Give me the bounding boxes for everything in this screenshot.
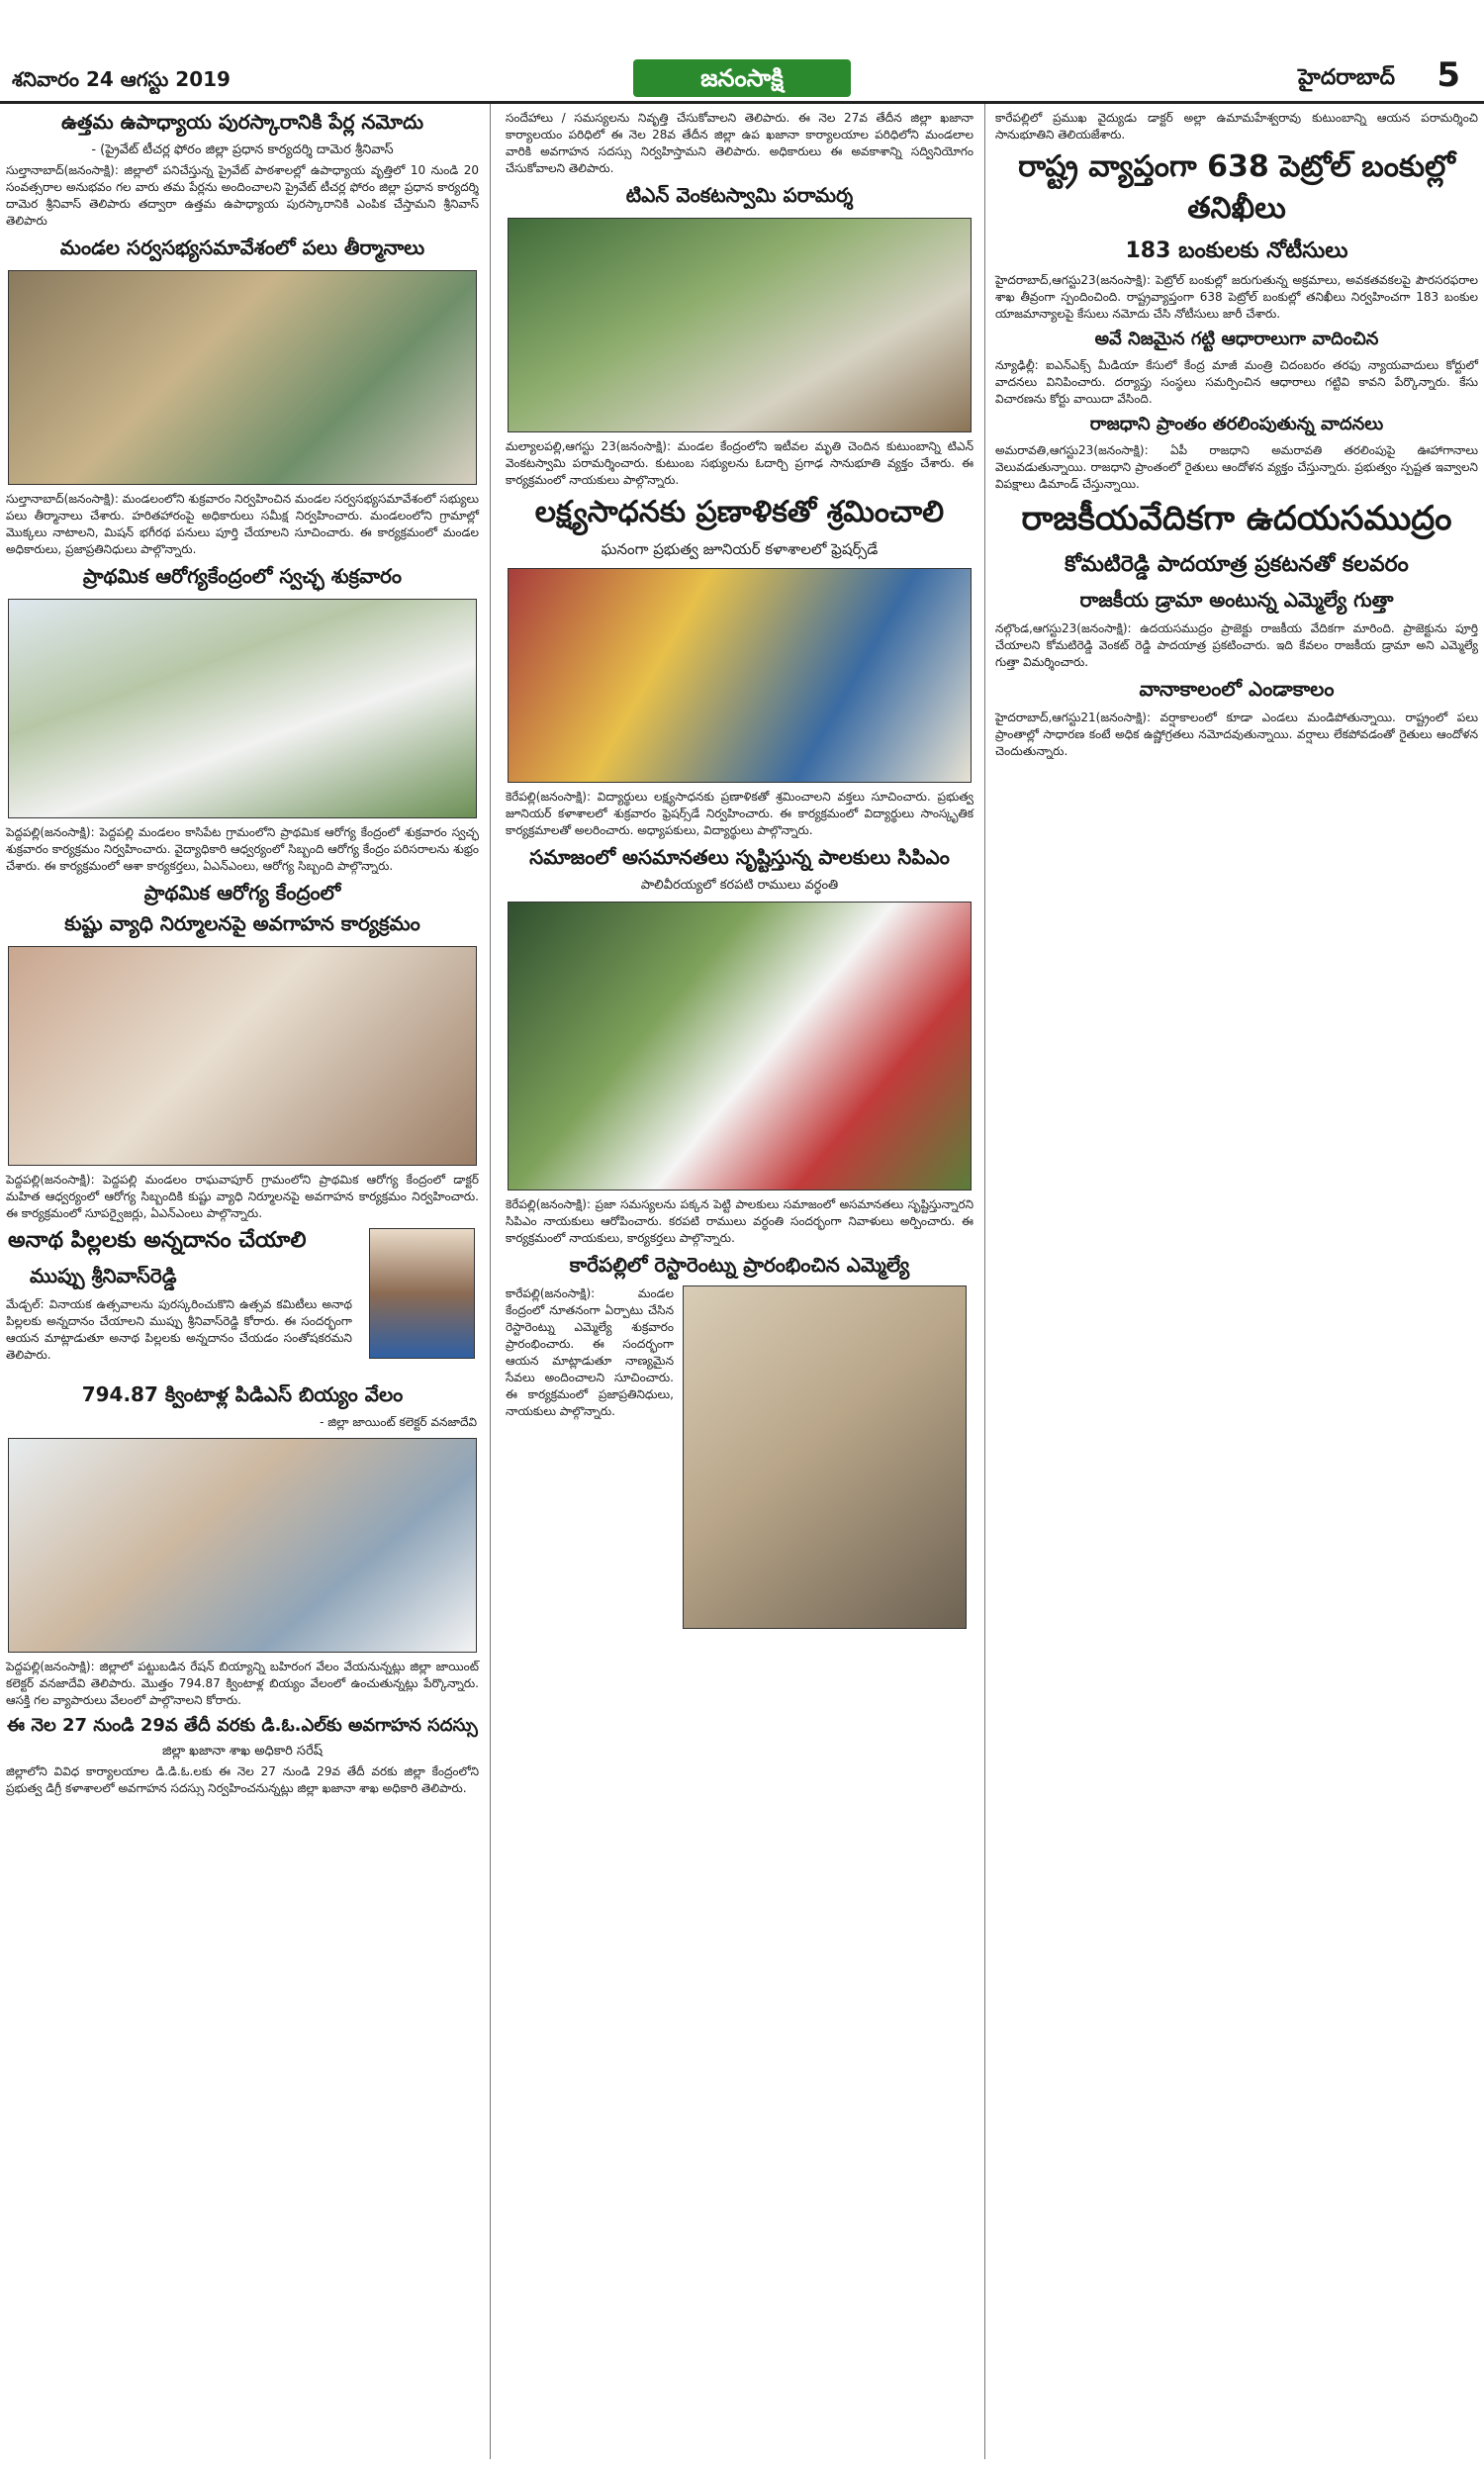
article-body: హైదరాబాద్,ఆగస్టు23(జనంసాక్షి): పెట్రోల్ బంకుల్లో జరుగుతున్న అక్రమాలు, అవకతవకలపై పౌరసరఫరాల శాఖ తీవ్రంగా స్పందించింది. రాష్ట్రవ్యాప్తంగా 638 పెట్రోల్ బంకుల్లో తనిఖీలు నిర్వహించగా 183 బంకుల యాజమాన్యాలపై కేసులు నమోదు చేసి నోటీసులు జారీ చేశారు.	[995, 273, 1478, 321]
byline: ముప్పు శ్రీనివాస్‌రెడ్డి	[30, 1264, 177, 1287]
headline: కారేపల్లిలో రెస్టారెంట్ను ప్రారంభించిన ఎమ్మెల్యే	[569, 1253, 910, 1277]
news-photo	[508, 568, 972, 783]
article-body: కారేపల్లి(జనంసాక్షి): మండల కేంద్రంలో నూతనంగా ఏర్పాటు చేసిన రెస్టారెంట్ను ఎమ్మెల్యే శుక్రవారం ప్రారంభించారు. ఈ సందర్భంగా ఆయన మాట్లాడుతూ నాణ్యమైన సేవలు అందించాలని సూచించారు. ఈ కార్యక్రమంలో ప్రజాప్రతినిధులు, నాయకులు పాల్గొన్నారు.	[506, 1286, 674, 1418]
subheadline: - జిల్లా జాయింట్ కలెక్టర్ వనజాదేవి	[320, 1415, 477, 1429]
column-divider	[984, 104, 985, 2459]
subheadline: జిల్లా ఖజానా శాఖ అధికారి సరేష్	[161, 1744, 324, 1759]
article-body: కెరేపల్లి(జనంసాక్షి): విద్యార్థులు లక్ష్యసాధనకు ప్రణాళికతో శ్రమించాలని వక్తలు సూచించారు. ప్రభుత్వ జూనియర్ కళాశాలలో శుక్రవారం ఫ్రెషర్స్‌డే నిర్వహించారు. ఈ కార్యక్రమంలో విద్యార్థులు సాంస్కృతిక కార్యక్రమాలతో అలరించారు. అధ్యాపకులు, విద్యార్థులు పాల్గొన్నారు.	[506, 790, 974, 837]
column-left	[0, 104, 485, 2471]
subheadline: - (ప్రైవేట్ టీచర్ల ఫోరం జిల్లా ప్రధాన కార్యదర్శి దామెర శ్రీనివాస్	[91, 143, 394, 157]
headline: వానాకాలంలో ఎండాకాలం	[1139, 677, 1335, 701]
article-body: మల్యాలపల్లి,ఆగస్టు 23(జనంసాక్షి): మండల కేంద్రంలోని ఇటీవల మృతి చెందిన కుటుంబాన్ని టిఎన్ వెంకటస్వామి పరామర్శించారు. కుటుంబ సభ్యులను ఓదార్చి ప్రగాఢ సానుభూతి వ్యక్తం చేశారు. ఈ కార్యక్రమంలో నాయకులు పాల్గొన్నారు.	[506, 439, 974, 487]
headline: టిఎన్ వెంకటస్వామి పరామర్శ	[625, 183, 854, 207]
article-body: జిల్లాలోని వివిధ కార్యాలయాల డి.డి.ఓ.లకు ఈ నెల 27 నుండి 29వ తేదీ వరకు జిల్లా కేంద్రంలోని ప్రభుత్వ డిగ్రీ కళాశాలలో అవగాహన సదస్సు నిర్వహించనున్నట్లు జిల్లా ఖజానా శాఖ అధికారి తెలిపారు.	[6, 1764, 479, 1795]
headline: లక్ష్యసాధనకు ప్రణాళికతో శ్రమించాలి	[534, 495, 945, 529]
news-photo	[8, 1438, 477, 1653]
headline: అనాథ పిల్లలకు అన్నదానం చేయాలి	[8, 1228, 307, 1253]
article-body: పెద్దపల్లి(జనంసాక్షి): పెద్దపల్లి మండలం కాసిపేట గ్రామంలోని ప్రాథమిక ఆరోగ్య కేంద్రంలో శుక్రవారం స్వచ్ఛ శుక్రవారం కార్యక్రమం నిర్వహించారు. వైద్యాధికారి ఆధ్వర్యంలో సిబ్బంది ఆరోగ్య కేంద్రం పరిసరాలను శుభ్రం చేశారు. ఈ కార్యక్రమంలో ఆశా కార్యకర్తలు, ఏఎన్ఎంలు, ఆరోగ్య సిబ్బంది పాల్గొన్నారు.	[6, 825, 479, 873]
subheadline: పాలివీరయ్యలో కరపటి రాములు వర్ధంతి	[640, 878, 839, 893]
article-body: పెద్దపల్లి(జనంసాక్షి): జిల్లాలో పట్టుబడిన రేషన్ బియ్యాన్ని బహిరంగ వేలం వేయనున్నట్లు జిల్లా జాయింట్ కలెక్టర్ వనజాదేవి తెలిపారు. మొత్తం 794.87 క్వింటాళ్ల బియ్యం వేలంలో ఉంచుతున్నట్లు పేర్కొన్నారు. ఆసక్తి గల వ్యాపారులు వేలంలో పాల్గొనాలని కోరారు.	[6, 1660, 479, 1707]
column-divider	[490, 104, 491, 2459]
subheadline: కోమటిరెడ్డి పాదయాత్ర ప్రకటనతో కలవరం	[1065, 552, 1409, 577]
article-body: అమరావతి,ఆగస్టు23(జనంసాక్షి): ఏపీ రాజధాని అమరావతి తరలింపుపై ఊహాగానాలు వెలువడుతున్నాయి. రాజధాని ప్రాంతంలో రైతులు ఆందోళన వ్యక్తం చేస్తున్నారు. ప్రభుత్వం స్పష్టత ఇవ్వాలని విపక్షాలు డిమాండ్ చేస్తున్నాయి.	[995, 443, 1478, 491]
subheadline: రాజకీయ డ్రామా అంటున్న ఎమ్మెల్యే గుత్తా	[1079, 588, 1394, 612]
column-right	[989, 104, 1484, 2471]
headline: ఈ నెల 27 నుండి 29వ తేదీ వరకు డి.ఓ.ఎల్‌కు అవగాహన సదస్సు	[7, 1715, 478, 1736]
headline: రాష్ట్ర వ్యాప్తంగా 638 పెట్రోల్ బంకుల్లో తనిఖీలు	[1018, 149, 1455, 226]
news-photo	[508, 902, 972, 1190]
article-body: మేడ్చల్: వినాయక ఉత్సవాలను పురస్కరించుకొని ఉత్సవ కమిటీలు అనాథ పిల్లలకు అన్నదానం చేయాలని ముప్పు శ్రీనివాస్‌రెడ్డి కోరారు. ఈ సందర్భంగా ఆయన మాట్లాడుతూ అనాథ పిల్లలకు అన్నదానం చేయడం సంతోషకరమని తెలిపారు.	[6, 1297, 352, 1362]
news-photo	[8, 270, 477, 485]
headline: ఉత్తమ ఉపాధ్యాయ పురస్కారానికి పేర్ల నమోదు	[60, 110, 424, 134]
headline: రాజకీయవేదికగా ఉదయసముద్రం	[1021, 499, 1452, 538]
headline: ప్రాథమిక ఆరోగ్యకేంద్రంలో స్వచ్ఛ శుక్రవారం	[82, 564, 403, 588]
headline: రాజధాని ప్రాంతం తరలింపుతున్న వాదనలు	[1089, 414, 1384, 434]
headline: ప్రాథమిక ఆరోగ్య కేంద్రంలో	[143, 881, 341, 904]
masthead	[0, 0, 1484, 99]
article-body: సుల్తానాబాద్(జనంసాక్షి): జిల్లాలో పనిచేస్తున్న ప్రైవేట్ పాఠశాలల్లో ఉపాధ్యాయ వృత్తిలో 10 నుండి 20 సంవత్సరాల అనుభవం గల వారు తమ పేర్లను అందించాలని ప్రైవేట్ టీచర్ల ఫోరం జిల్లా ప్రధాన కార్యదర్శి దామెర శ్రీనివాస్ తెలిపారు తద్వారా ఉత్తమ ఉపాధ్యాయ పురస్కారానికి ఎంపిక చేస్తామని శ్రీనివాస్ తెలిపారు	[6, 163, 479, 228]
news-photo	[508, 218, 972, 432]
newspaper-logo: జనంసాక్షి	[633, 59, 851, 97]
article-body: పెద్దపల్లి(జనంసాక్షి): పెద్దపల్లి మండలం రాఘవాపూర్ గ్రామంలోని ప్రాథమిక ఆరోగ్య కేంద్రంలో డాక్టర్ మహిత ఆధ్వర్యంలో ఆరోగ్య సిబ్బందికి కుష్టు వ్యాధి నిర్మూలనపై అవగాహన కార్యక్రమం నిర్వహించారు. ఈ కార్యక్రమంలో సూపర్వైజర్లు, ఏఎన్ఎంలు పాల్గొన్నారు.	[6, 1173, 479, 1220]
page-number: 5	[1437, 55, 1460, 95]
article-body: కెరేపల్లి(జనంసాక్షి): ప్రజా సమస్యలను పక్కన పెట్టి పాలకులు సమాజంలో అసమానతలు సృష్టిస్తున్నారని సిపిఎం నాయకులు ఆరోపించారు. కరపటి రాములు వర్ధంతి సందర్భంగా నివాళులు అర్పించారు. ఈ కార్యక్రమంలో నాయకులు, కార్యకర్తలు పాల్గొన్నారు.	[506, 1197, 974, 1245]
news-photo	[8, 599, 477, 818]
headline: సమాజంలో అసమానతలు సృష్టిస్తున్న పాలకులు సిపిఎం	[529, 845, 950, 869]
news-photo	[8, 946, 477, 1166]
subheadline: 183 బంకులకు నోటీసులు	[1125, 238, 1348, 263]
article-body: న్యూఢిల్లీ: ఐఎన్ఎక్స్ మీడియా కేసులో కేంద్ర మాజీ మంత్రి చిదంబరం తరఫు న్యాయవాదులు కోర్టులో వాదనలు వినిపించారు. దర్యాప్తు సంస్థలు సమర్పించిన ఆధారాలు గట్టివి కావని పేర్కొన్నారు. కేసు విచారణను కోర్టు వాయిదా వేసింది.	[995, 358, 1478, 406]
article-body: సందేహాలు / సమస్యలను నివృత్తి చేసుకోవాలని తెలిపారు. ఈ నెల 27వ తేదీన జిల్లా ఖజానా కార్యాలయం పరిధిలో ఈ నెల 28వ తేదీన జిల్లా ఉప ఖజానా కార్యాలయాల పరిధిలోని మండలాల వారికి అవగాహన సదస్సు నిర్వహిస్తామని తెలిపారు. అధికారులు ఈ అవకాశాన్ని సద్వినియోగం చేసుకోవాలని తెలిపారు.	[506, 111, 974, 175]
portrait-photo	[369, 1228, 475, 1359]
article-block	[500, 1285, 979, 1642]
issue-date: శనివారం 24 ఆగస్టు 2019	[12, 67, 231, 91]
article-body: సుల్తానాబాద్(జనంసాక్షి): మండలంలోని శుక్రవారం నిర్వహించిన మండల సర్వసభ్యసమావేశంలో సభ్యులు పలు తీర్మానాలు చేశారు. హరితహారంపై అధికారులు సమీక్ష నిర్వహించారు. మండలంలోని గ్రామాల్లో మొక్కలు నాటాలని, మిషన్ భగీరథ పనులు పూర్తి చేయాలని సూచించారు. ఈ కార్యక్రమంలో మండల అధికారులు, ప్రజాప్రతినిధులు పాల్గొన్నారు.	[6, 492, 479, 556]
news-photo	[683, 1285, 967, 1629]
article-body: హైదరాబాద్,ఆగస్టు21(జనంసాక్షి): వర్షాకాలంలో కూడా ఎండలు మండిపోతున్నాయి. రాష్ట్రంలో పలు ప్రాంతాల్లో సాధారణ కంటే అధిక ఉష్ణోగ్రతలు నమోదవుతున్నాయి. వర్షాలు లేకపోవడంతో రైతులు ఆందోళన చెందుతున్నారు.	[995, 711, 1478, 758]
column-middle	[500, 104, 979, 2471]
subheadline: ఘనంగా ప్రభుత్వ జూనియర్ కళాశాలలో ఫ్రెషర్స్‌డే	[601, 540, 879, 558]
headline: అవే నిజమైన గట్టి ఆధారాలుగా వాదించిన	[1094, 329, 1379, 349]
edition-city: హైదరాబాద్	[1298, 65, 1395, 90]
headline: మండల సర్వసభ్యసమావేశంలో పలు తీర్మానాలు	[59, 236, 425, 259]
headline: 794.87 క్వింటాళ్ల పిడిఎస్ బియ్యం వేలం	[81, 1382, 404, 1406]
article-block	[0, 1228, 485, 1377]
headline: కుష్టు వ్యాధి నిర్మూలనపై అవగాహన కార్యక్రమం	[64, 911, 420, 935]
article-body: కారేపల్లిలో ప్రముఖ వైద్యుడు డాక్టర్ అల్లా ఉమామహేశ్వరావు కుటుంబాన్ని ఆయన పరామర్శించి సానుభూతిని తెలియజేశారు.	[995, 111, 1478, 142]
article-body: నల్గొండ,ఆగస్టు23(జనంసాక్షి): ఉదయసముద్రం ప్రాజెక్టు రాజకీయ వేదికగా మారింది. ప్రాజెక్టును పూర్తి చేయాలని కోమటిరెడ్డి వెంకట్ రెడ్డి పాదయాత్ర ప్రకటించారు. ఇది కేవలం రాజకీయ డ్రామా అని ఎమ్మెల్యే గుత్తా విమర్శించారు.	[995, 621, 1478, 669]
